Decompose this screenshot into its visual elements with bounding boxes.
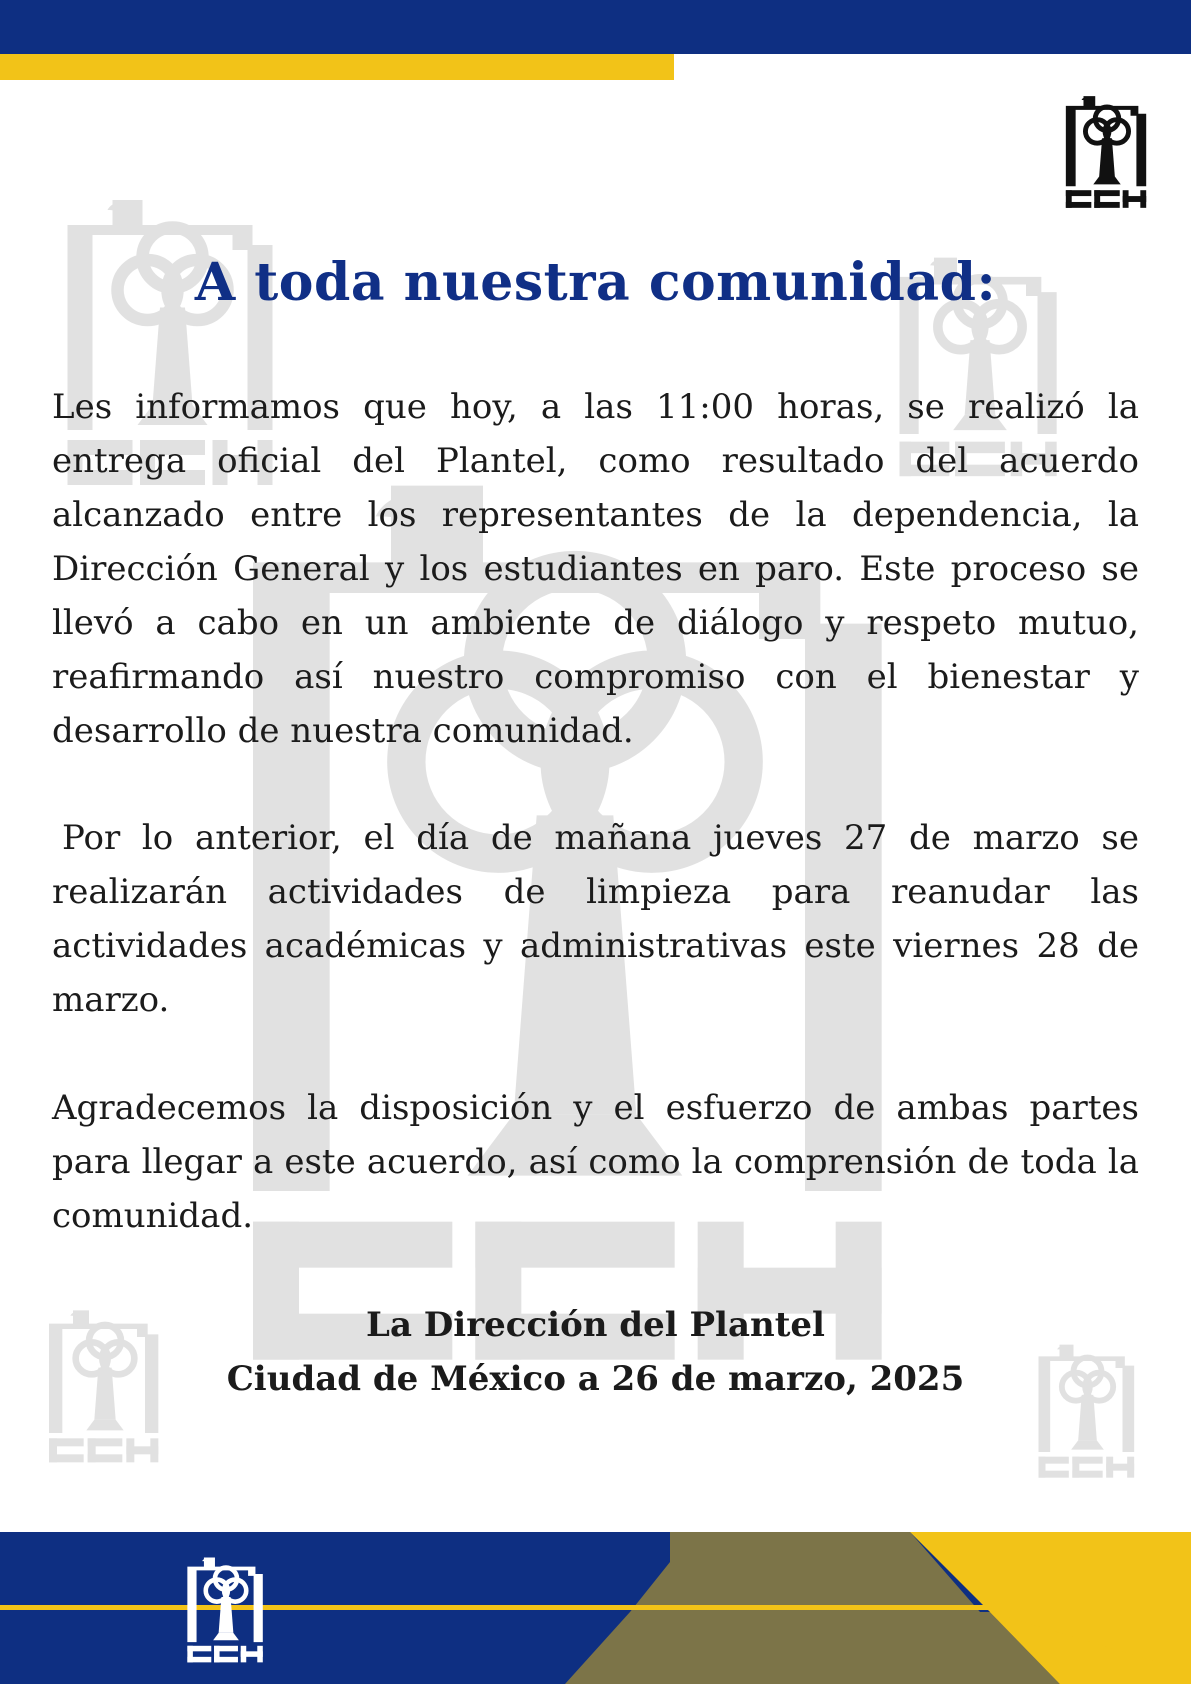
page-title: A toda nuestra comunidad: [194,252,997,313]
cch-oriente-logo-icon [1058,90,1156,212]
cch-oriente-logo-icon [180,1552,272,1666]
footer-decoration [0,1532,1191,1684]
top-yellow-accent [0,54,674,80]
paragraph-2: Por lo anterior, el día de mañana jueves 27 de marzo se realizarán actividades de limpieza para reanudar las actividades académicas y administrativas este viernes 28 de marzo. [52,818,1139,1020]
date-line: Ciudad de México a 26 de marzo, 2025 [226,1359,965,1399]
footer-band [0,1532,1191,1684]
paragraph-3: Agradecemos la disposición y el esfuerzo de ambas partes para llegar a este acuerdo, así como la comprensión de toda la comunidad. [52,1088,1139,1236]
footer-yellow-line [0,1605,990,1610]
signature-line: La Dirección del Plantel [366,1305,825,1345]
top-blue-band [0,0,1191,54]
paragraph-1: Les informamos que hoy, a las 11:00 horas, se realizó la entrega oficial del Plantel, como resultado del acuerdo alcanzado entre los representantes de la dependencia, la Dirección General y los estudiantes en paro. Este proceso se llevó a cabo en un ambiente de diálogo y respeto mutuo, reafirmando así nuestro compromiso con el bienestar y desarrollo de nuestra comunidad. [52,387,1139,751]
